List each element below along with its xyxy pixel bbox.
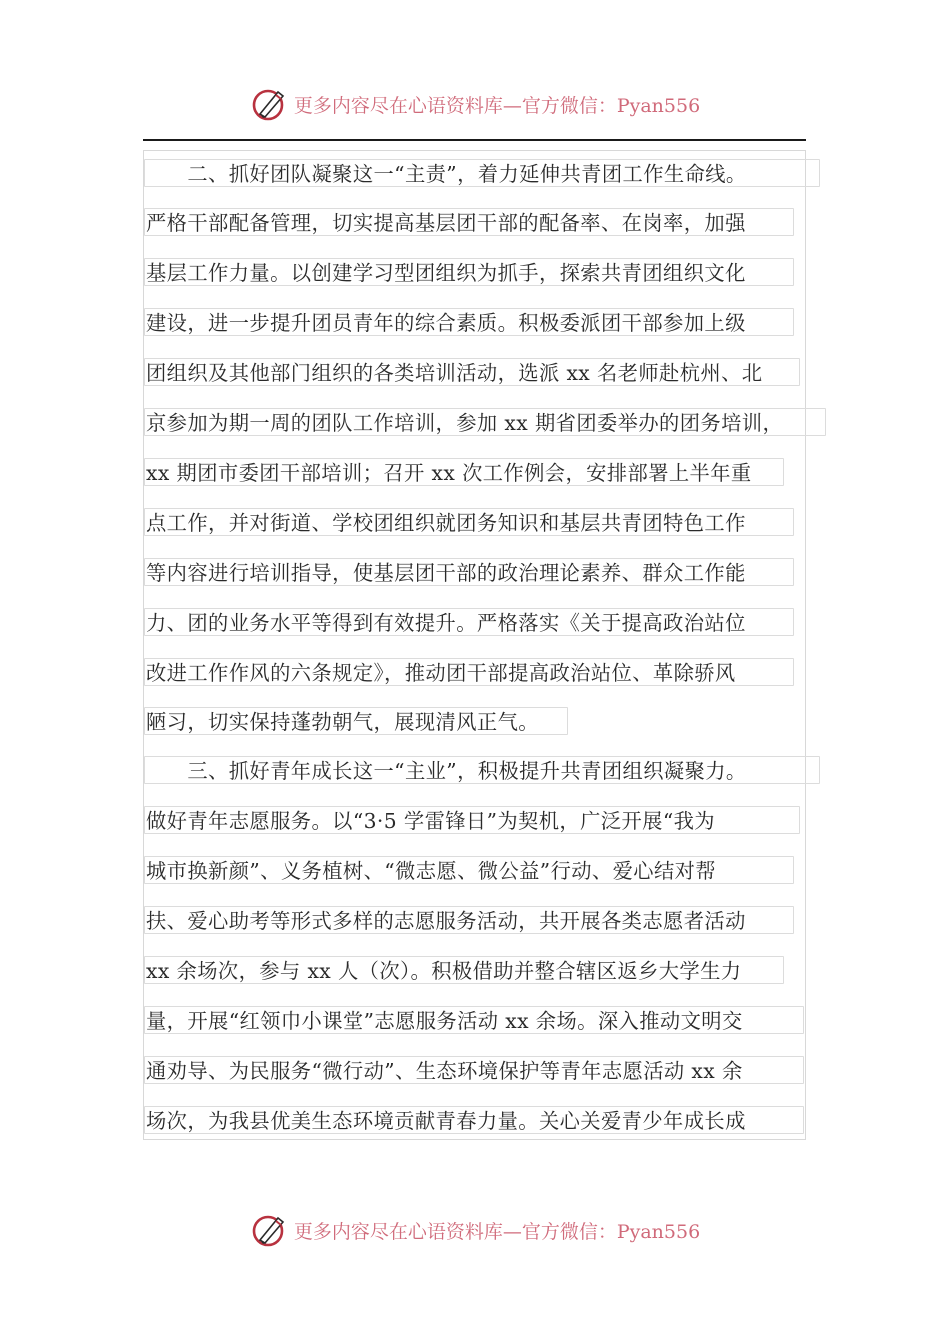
pen-logo-icon <box>250 84 290 124</box>
text-line: 城市换新颜”、义务植树、“微志愿、微公益”行动、爱心结对帮 <box>146 856 716 886</box>
pen-logo-icon <box>250 1210 290 1250</box>
text-line: 二、抓好团队凝聚这一“主责”，着力延伸共青团工作生命线。 <box>146 159 747 189</box>
footer-banner-text: 更多内容尽在心语资料库—官方微信：Pyan556 <box>293 1220 701 1243</box>
footer-banner <box>0 1208 950 1252</box>
text-line: 团组织及其他部门组织的各类培训活动，选派 xx 名老师赴杭州、北 <box>146 358 762 388</box>
document-page <box>143 150 806 1140</box>
text-line: 场次，为我县优美生态环境贡献青春力量。关心关爱青少年成长成 <box>146 1106 746 1136</box>
text-line: 做好青年志愿服务。以“3·5 学雷锋日”为契机，广泛开展“我为 <box>146 806 715 836</box>
text-line: 扶、爱心助考等形式多样的志愿服务活动，共开展各类志愿者活动 <box>146 906 746 936</box>
text-line: 基层工作力量。以创建学习型团组织为抓手，探索共青团组织文化 <box>146 258 746 288</box>
text-line: 京参加为期一周的团队工作培训，参加 xx 期省团委举办的团务培训， <box>146 408 783 438</box>
text-line: 点工作，并对街道、学校团组织就团务知识和基层共青团特色工作 <box>146 508 746 538</box>
text-line: 三、抓好青年成长这一“主业”，积极提升共青团组织凝聚力。 <box>146 756 747 786</box>
text-line: 陋习，切实保持蓬勃朝气，展现清风正气。 <box>146 707 539 737</box>
text-line: 量，开展“红领巾小课堂”志愿服务活动 xx 余场。深入推动文明交 <box>146 1006 743 1036</box>
text-line: 力、团的业务水平等得到有效提升。严格落实《关于提高政治站位 <box>146 608 746 638</box>
header-banner <box>0 82 950 126</box>
text-line: xx 期团市委团干部培训；召开 xx 次工作例会，安排部署上半年重 <box>146 458 752 488</box>
text-line: 等内容进行培训指导，使基层团干部的政治理论素养、群众工作能 <box>146 558 746 588</box>
text-line: 通劝导、为民服务“微行动”、生态环境保护等青年志愿活动 xx 余 <box>146 1056 743 1086</box>
text-line: 改进工作作风的六条规定》，推动团干部提高政治站位、革除骄风 <box>146 658 736 688</box>
header-banner-text: 更多内容尽在心语资料库—官方微信：Pyan556 <box>293 94 701 117</box>
text-line: xx 余场次，参与 xx 人（次）。积极借助并整合辖区返乡大学生力 <box>146 956 741 986</box>
header-divider <box>143 139 806 141</box>
text-line: 建设，进一步提升团员青年的综合素质。积极委派团干部参加上级 <box>146 308 746 338</box>
text-line: 严格干部配备管理，切实提高基层团干部的配备率、在岗率，加强 <box>146 208 746 238</box>
